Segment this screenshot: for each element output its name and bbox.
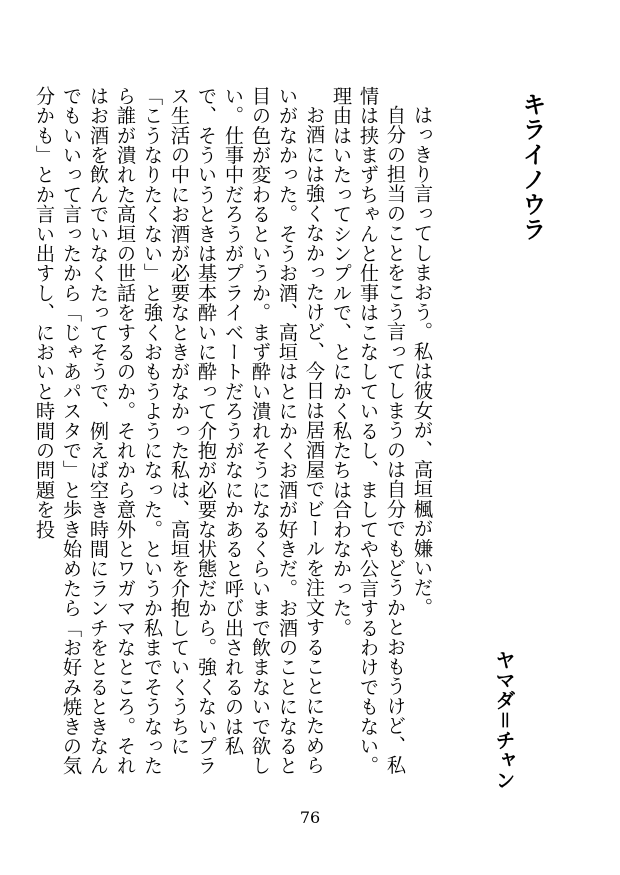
page-number: 76	[299, 808, 321, 827]
story-title: キライノウラ	[518, 92, 546, 242]
author-name: ヤマダ＝チャン	[492, 650, 516, 790]
paragraph: 自分の担当のことをこう言ってしまうのは自分でもどうかとおもうけど、私情は挟まずちゃんと仕事はこなしているし、ましてや公言するわけでもない。理由はいたってシンプルで、とにかく私たちは合わなかった。	[330, 86, 407, 776]
paragraph: はっきり言ってしまおう。私は彼女が、高垣楓が嫌いだ。	[411, 105, 434, 618]
paragraph: お酒には強くなかったけど、今日は居酒屋でビールを注文することにためらいがなかった。そうお酒、高垣はとにかくお酒が好きだ。お酒のことになると目の色が変わるというか。まず酔い潰れそうになるくらいまで飲まないで欲しい。仕事中だろうがプライベートだろうがなにかあると呼び出されるのは私で、そういうときは基本酔いに酔って介抱が必要な状態だから。強くないプラス生活の中にお酒が必要なときがなかった私は、高垣を介抱していくうちに「こうなりたくない」と強くおもうようになった。というか私までそうなったら誰が潰れた高垣の世話をするのか。それから意外とワガママなところ。それはお酒を飲んでいなくたってそうで、例えば空き時間にランチをとるときなんでもいいって言ったから「じゃあパスタで」と歩き始めたら「お好み焼きの気分かも」とか言い出すし、においと時間の問題を投	[33, 86, 326, 776]
body-text	[33, 86, 436, 786]
